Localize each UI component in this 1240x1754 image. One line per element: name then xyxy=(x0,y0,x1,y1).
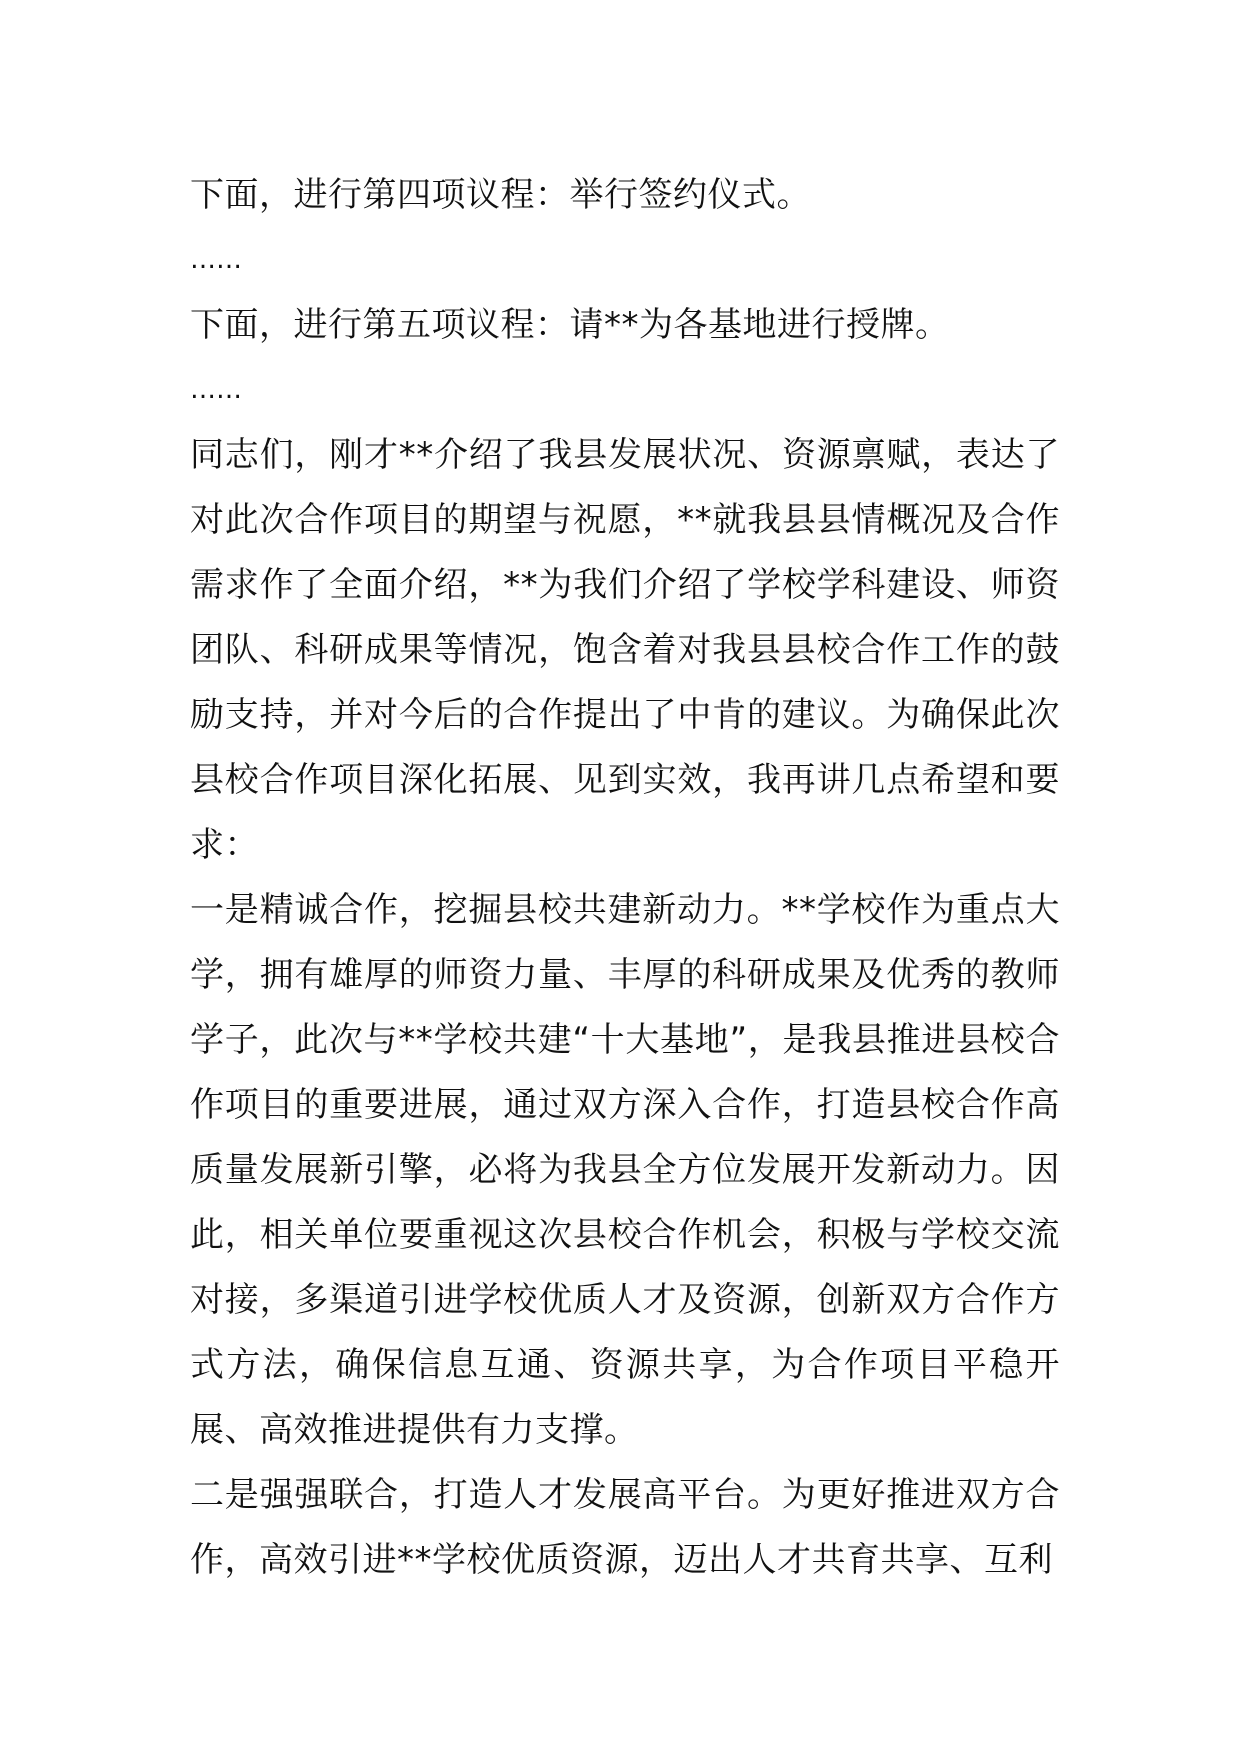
intro-paragraph: 同志们，刚才**介绍了我县发展状况、资源禀赋，表达了对此次合作项目的期望与祝愿，**就我县县情概况及合作需求作了全面介绍，**为我们介绍了学校学科建设、师资团队、科研成果等情况，饱含着对我县县校合作工作的鼓励支持，并对今后的合作提出了中肯的建议。为确保此次县校合作项目深化拓展、见到实效，我再讲几点希望和要求： xyxy=(190,435,1060,865)
ellipsis-separator: …… xyxy=(190,245,242,275)
agenda-item-5: 下面，进行第五项议程：请**为各基地进行授牌。 xyxy=(190,305,950,345)
ellipsis-separator: …… xyxy=(190,375,242,405)
point-two-paragraph: 二是强强联合，打造人才发展高平台。为更好推进双方合作，高效引进**学校优质资源，迈出人才共育共享、互利 xyxy=(190,1475,1060,1580)
document-page xyxy=(190,163,1060,1593)
point-one-paragraph: 一是精诚合作，挖掘县校共建新动力。**学校作为重点大学，拥有雄厚的师资力量、丰厚的科研成果及优秀的教师学子，此次与**学校共建“十大基地”，是我县推进县校合作项目的重要进展，通过双方深入合作，打造县校合作高质量发展新引擎，必将为我县全方位发展开发新动力。因此，相关单位要重视这次县校合作机会，积极与学校交流对接，多渠道引进学校优质人才及资源，创新双方合作方式方法，确保信息互通、资源共享，为合作项目平稳开展、高效推进提供有力支撑。 xyxy=(190,890,1060,1450)
agenda-item-4: 下面，进行第四项议程：举行签约仪式。 xyxy=(190,175,811,215)
